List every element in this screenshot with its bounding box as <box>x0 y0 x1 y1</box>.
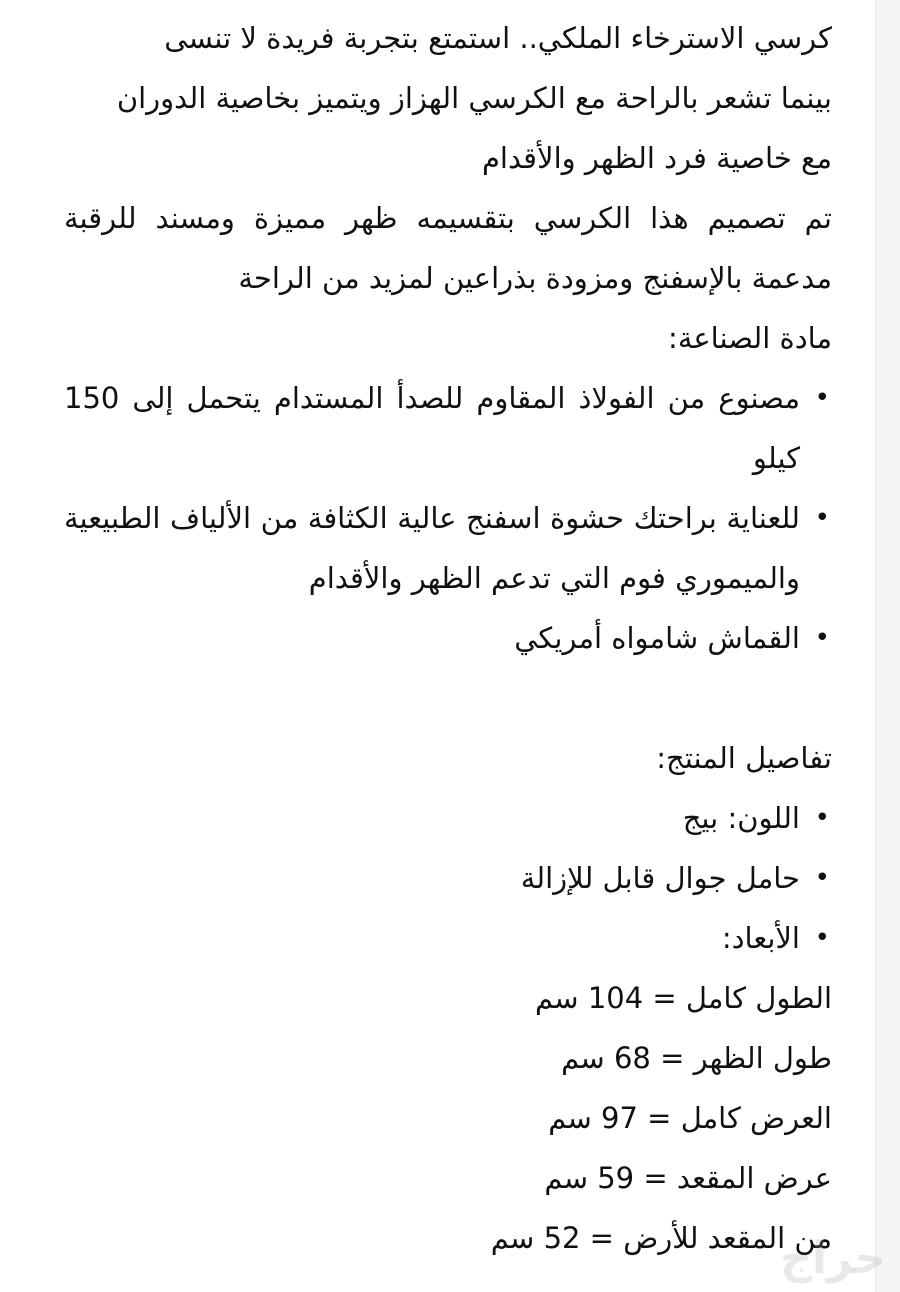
dimension-line: العرض كامل = 97 سم <box>548 1101 832 1135</box>
list-item: • اللون: بيج <box>64 788 832 848</box>
haraj-watermark: حراج <box>780 1233 886 1284</box>
dimension-line: عرض المقعد = 59 سم <box>544 1161 832 1195</box>
dimension-line: من المقعد للأرض = 52 سم <box>490 1221 832 1255</box>
dimension-line: الطول كامل = 104 سم <box>534 981 832 1015</box>
product-description <box>64 8 832 1268</box>
design-paragraph: تم تصميم هذا الكرسي بتقسيمه ظهر مميزة ومسند للرقبة مدعمة بالإسفنج ومزودة بذراعين لمزيد من الراحة <box>64 201 832 295</box>
list-item: • القماش شامواه أمريكي <box>64 608 832 668</box>
materials-list <box>64 368 832 668</box>
details-list <box>64 788 832 968</box>
list-item: • للعناية براحتك حشوة اسفنج عالية الكثافة من الألياف الطبيعية والميموري فوم التي تدعم الظهر والأقدام <box>64 488 832 608</box>
materials-heading: مادة الصناعة: <box>668 321 832 355</box>
spacer <box>64 668 832 728</box>
intro-line-1: كرسي الاسترخاء الملكي.. استمتع بتجربة فريدة لا تنسى <box>164 21 832 55</box>
list-item: • حامل جوال قابل للإزالة <box>64 848 832 908</box>
list-item: • مصنوع من الفولاذ المقاوم للصدأ المستدام يتحمل إلى 150 كيلو <box>64 368 832 488</box>
details-heading: تفاصيل المنتج: <box>656 741 832 775</box>
intro-line-3: مع خاصية فرد الظهر والأقدام <box>481 141 832 175</box>
intro-line-2: بينما تشعر بالراحة مع الكرسي الهزاز ويتميز بخاصية الدوران <box>116 81 832 115</box>
page-side-strip <box>875 0 900 1292</box>
list-item: • الأبعاد: <box>64 908 832 968</box>
dimension-line: طول الظهر = 68 سم <box>561 1041 832 1075</box>
